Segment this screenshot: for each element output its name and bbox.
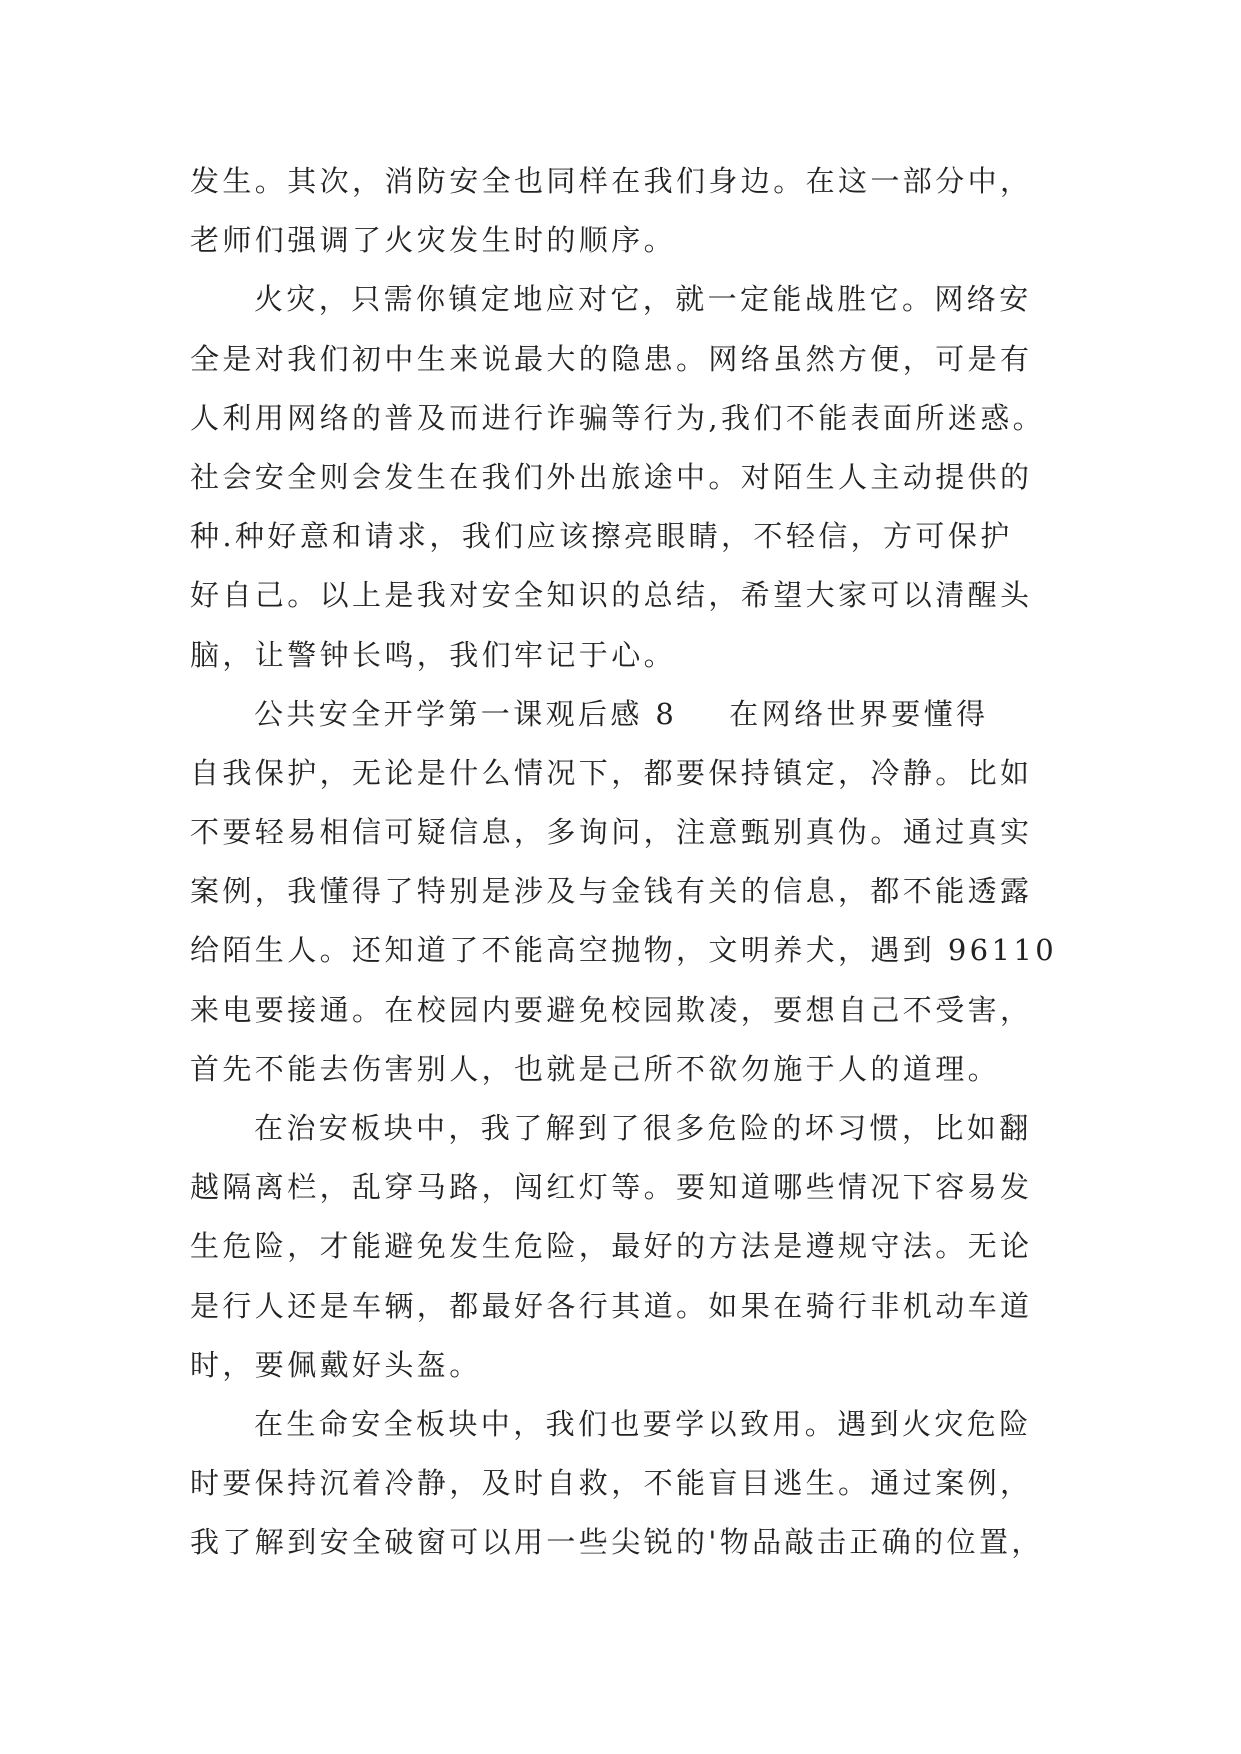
text-line: 是行人还是车辆，都最好各行其道。如果在骑行非机动车道: [190, 1288, 1033, 1323]
text-line: 首先不能去伤害别人，也就是己所不欲勿施于人的道理。: [190, 1051, 1001, 1086]
section-heading: 公共安全开学第一课观后感 8: [254, 696, 678, 731]
section-heading-line: [190, 685, 1050, 744]
text-line: 自我保护，无论是什么情况下，都要保持镇定，冷静。比如: [190, 755, 1033, 790]
paragraph-start-line: 在治安板块中，我了解到了很多危险的坏习惯，比如翻: [254, 1111, 1032, 1145]
text-line: 越隔离栏，乱穿马路，闯红灯等。要知道哪些情况下容易发: [190, 1170, 1033, 1205]
body-text: [190, 152, 1058, 1573]
text-line: 不要轻易相信可疑信息，多询问，注意甄别真伪。通过真实: [190, 815, 1033, 850]
text-line: 人利用网络的普及而进行诈骗等行为,我们不能表面所迷惑。: [190, 400, 1046, 435]
text-line: 社会安全则会发生在我们外出旅途中。对陌生人主动提供的: [190, 459, 1033, 494]
text-line: 老师们强调了火灾发生时的顺序。: [190, 223, 677, 258]
text-line: 发生。其次，消防安全也同样在我们身边。在这一部分中，: [190, 164, 1033, 198]
text-line: 脑，让警钟长鸣，我们牢记于心。: [190, 637, 677, 672]
text-line: 给陌生人。还知道了不能高空抛物，文明养犬，遇到 96110: [190, 933, 1058, 968]
text-line: 来电要接通。在校园内要避免校园欺凌，要想自己不受害，: [190, 992, 1033, 1027]
text-line: 时要保持沉着冷静，及时自救，不能盲目逃生。通过案例，: [190, 1466, 1033, 1501]
paragraph-start-line: 在生命安全板块中，我们也要学以致用。遇到火灾危险: [254, 1406, 1032, 1441]
text-line: 全是对我们初中生来说最大的隐患。网络虽然方便，可是有: [190, 341, 1033, 376]
text-line: 生危险，才能避免发生危险，最好的方法是遵规守法。无论: [190, 1229, 1033, 1264]
section-text-start: 在网络世界要懂得: [729, 696, 989, 731]
text-line: 案例，我懂得了特别是涉及与金钱有关的信息，都不能透露: [190, 874, 1033, 909]
text-line: 我了解到安全破窗可以用一些尖锐的'物品敲击正确的位置，: [190, 1525, 1044, 1560]
text-line: 种.种好意和请求，我们应该擦亮眼睛，不轻信，方可保护: [190, 519, 1013, 554]
paragraph-start-line: 火灾，只需你镇定地应对它，就一定能战胜它。网络安: [254, 282, 1032, 317]
text-line: 时，要佩戴好头盔。: [190, 1347, 482, 1382]
text-line: 好自己。以上是我对安全知识的总结，希望大家可以清醒头: [190, 578, 1033, 613]
